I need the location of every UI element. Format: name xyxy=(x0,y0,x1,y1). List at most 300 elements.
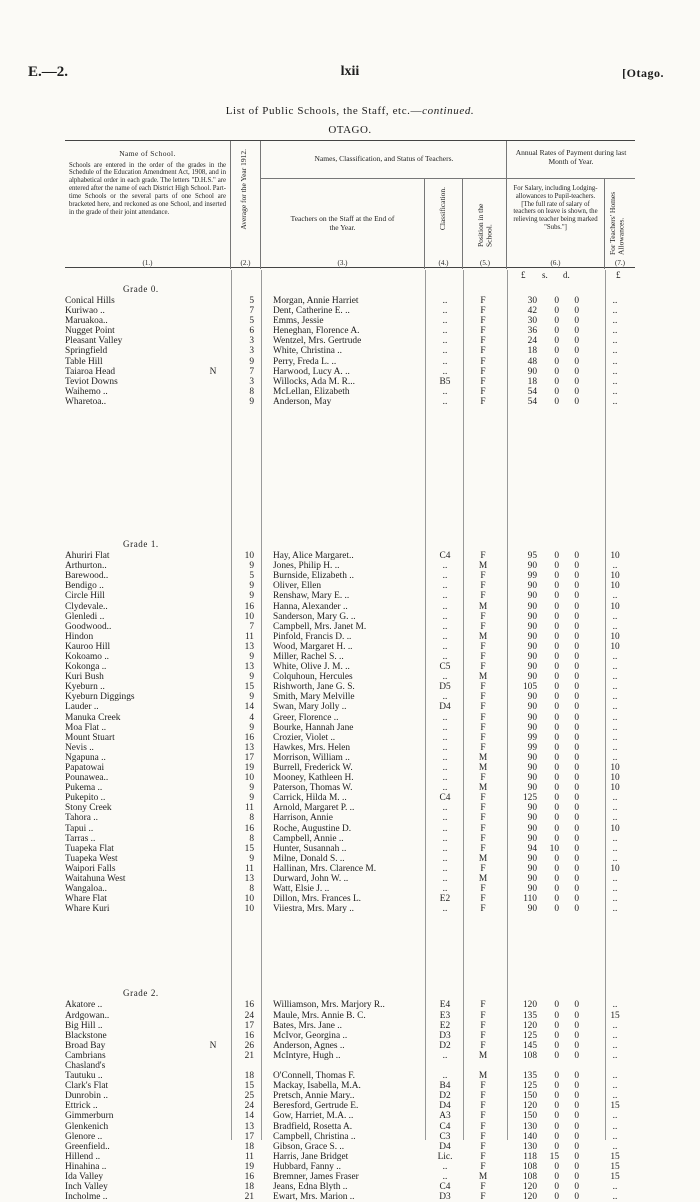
average-attendance: 25 xyxy=(244,1091,254,1102)
classification: .. xyxy=(442,591,448,602)
report-reference: E.—2. xyxy=(28,64,69,80)
table-row xyxy=(65,1192,635,1202)
teacher-name: Burnside, Elizabeth .. xyxy=(273,571,354,582)
classification: .. xyxy=(442,904,448,915)
col-number-2: (2.) xyxy=(240,258,251,267)
salary-pence: 0 xyxy=(574,763,579,773)
average-attendance: 21 xyxy=(244,1192,254,1202)
teacher-name: White, Christina .. xyxy=(273,346,342,357)
salary-pounds: 90 xyxy=(527,874,537,885)
school-name: Tuapeka Flat xyxy=(65,843,114,854)
salary-pence: 0 xyxy=(574,863,579,874)
average-attendance: 14 xyxy=(244,1111,254,1122)
school-mark: N xyxy=(209,1040,217,1051)
position: M xyxy=(478,601,488,612)
col-salary-header xyxy=(507,141,635,269)
table-row xyxy=(65,793,635,803)
salary-pounds: 90 xyxy=(527,662,537,673)
table-row xyxy=(65,357,635,367)
salary-group-title: Annual Rates of Payment during last Month of Year. xyxy=(507,141,635,179)
salary-pence: 0 xyxy=(574,672,579,683)
table-row xyxy=(65,803,635,813)
school-name: Hinahina .. xyxy=(65,1161,107,1172)
salary-shillings: 10 xyxy=(549,843,559,854)
salary-pence: 0 xyxy=(574,752,579,763)
table-row xyxy=(65,773,635,783)
salary-pounds: 24 xyxy=(527,336,537,347)
classification: .. xyxy=(442,672,448,683)
salary-shillings: 0 xyxy=(554,823,559,834)
classification: D2 xyxy=(439,1040,451,1051)
salary-shillings: 0 xyxy=(554,763,559,773)
homes-allowance: .. xyxy=(612,702,618,713)
classification: .. xyxy=(442,601,448,612)
classification: .. xyxy=(442,621,448,632)
average-attendance: 3 xyxy=(249,376,254,387)
table-row xyxy=(65,854,635,864)
salary-pounds: 150 xyxy=(522,1111,537,1122)
salary-pounds: 108 xyxy=(522,1172,537,1182)
classification: .. xyxy=(442,366,448,377)
average-attendance: 7 xyxy=(249,621,254,632)
classification: .. xyxy=(442,752,448,763)
salary-pence: 0 xyxy=(574,326,579,337)
teacher-name: Maule, Mrs. Annie B. C. xyxy=(273,1010,366,1021)
salary-shillings: 0 xyxy=(554,793,559,804)
classification: B5 xyxy=(439,376,451,387)
salary-pounds: 110 xyxy=(523,894,537,905)
salary-pounds: 36 xyxy=(527,326,537,337)
table-row xyxy=(65,1132,635,1142)
position: F xyxy=(480,571,486,582)
teacher-name: Campbell, Christina .. xyxy=(273,1131,356,1142)
classification: C4 xyxy=(439,793,451,804)
average-attendance: 11 xyxy=(244,803,254,814)
table-row xyxy=(65,834,635,844)
salary-pence: 0 xyxy=(574,1101,579,1112)
teacher-name: Durward, John W. .. xyxy=(273,874,349,885)
school-name: Waitahuna West xyxy=(65,874,126,885)
average-attendance: 17 xyxy=(244,1131,254,1142)
title-main: List of Public Schools, the Staff, etc.— xyxy=(225,105,423,117)
region-title: OTAGO. xyxy=(328,124,372,136)
school-name: Springfield xyxy=(65,346,108,357)
salary-shillings: 0 xyxy=(554,894,559,905)
position: M xyxy=(478,874,488,885)
teacher-name: Heneghan, Florence A. xyxy=(273,326,360,337)
average-attendance: 14 xyxy=(244,702,254,713)
homes-allowance: .. xyxy=(612,843,618,854)
average-attendance: 18 xyxy=(244,1182,254,1193)
teacher-name: Beresford, Gertrude E. xyxy=(273,1101,359,1112)
homes-allowance: 10 xyxy=(610,823,620,834)
average-attendance: 13 xyxy=(244,742,254,753)
homes-allowance: 10 xyxy=(610,631,620,642)
salary-pence: 0 xyxy=(574,1030,579,1041)
salary-pounds: 90 xyxy=(527,692,537,703)
teacher-name: McLellan, Elizabeth xyxy=(273,386,350,397)
school-name: Ngapuna .. xyxy=(65,752,106,763)
position: F xyxy=(480,813,486,824)
average-attendance: 11 xyxy=(244,863,254,874)
homes-allowance: .. xyxy=(612,611,618,622)
teacher-name: Pinfold, Francis D. .. xyxy=(273,631,352,642)
salary-pence: 0 xyxy=(574,702,579,713)
salary-shillings: 0 xyxy=(554,1121,559,1132)
homes-allowance: 15 xyxy=(610,1172,620,1182)
position: F xyxy=(480,1000,486,1011)
salary-shillings: 0 xyxy=(554,326,559,337)
classification: .. xyxy=(442,712,448,723)
teacher-name: Wood, Margaret H. .. xyxy=(273,641,353,652)
salary-shillings: 0 xyxy=(554,1192,559,1202)
salary-pounds: 130 xyxy=(522,1141,537,1152)
homes-allowance: .. xyxy=(612,813,618,824)
salary-pence: 0 xyxy=(574,651,579,662)
teacher-name: Wentzel, Mrs. Gertrude xyxy=(273,336,362,347)
salary-pence: 0 xyxy=(574,561,579,572)
salary-pounds: 90 xyxy=(527,621,537,632)
classification: .. xyxy=(442,651,448,662)
school-name: Tuapeka West xyxy=(65,853,118,864)
position: F xyxy=(480,376,486,387)
position: M xyxy=(478,1071,488,1082)
classification: E4 xyxy=(439,1000,451,1011)
homes-allowance: 10 xyxy=(610,551,620,562)
teacher-name: Morgan, Annie Harriet xyxy=(273,296,359,306)
position: F xyxy=(480,1151,486,1162)
position: F xyxy=(480,306,486,317)
salary-pence: 0 xyxy=(574,571,579,582)
homes-allowance: .. xyxy=(612,386,618,397)
salary-pounds: 90 xyxy=(527,863,537,874)
table-row xyxy=(65,1091,635,1101)
classification: .. xyxy=(442,803,448,814)
classification: .. xyxy=(442,571,448,582)
school-name: Pukema .. xyxy=(65,783,103,794)
salary-shillings: 0 xyxy=(554,306,559,317)
school-name: Tahora .. xyxy=(65,813,98,824)
position: F xyxy=(480,1121,486,1132)
teacher-name: White, Olive J. M. .. xyxy=(273,662,350,673)
salary-pounds: 30 xyxy=(527,296,537,306)
teacher-name: Dillon, Mrs. Frances L. xyxy=(273,894,362,905)
average-attendance: 13 xyxy=(244,874,254,885)
salary-pounds: 150 xyxy=(522,1091,537,1102)
homes-allowance: .. xyxy=(612,692,618,703)
classification: .. xyxy=(442,326,448,337)
school-name: Ahuriri Flat xyxy=(65,551,110,562)
teacher-name: Harwood, Lucy A. .. xyxy=(273,366,350,377)
position: F xyxy=(480,833,486,844)
salary-shillings: 0 xyxy=(554,561,559,572)
salary-shillings: 0 xyxy=(554,601,559,612)
position: M xyxy=(478,672,488,683)
salary-pounds: 90 xyxy=(527,823,537,834)
position: F xyxy=(480,863,486,874)
teacher-name: Hay, Alice Margaret.. xyxy=(273,551,354,562)
col-number-1: (1.) xyxy=(142,258,153,267)
homes-allowance: .. xyxy=(612,376,618,387)
position: F xyxy=(480,326,486,337)
average-attendance: 16 xyxy=(244,601,254,612)
table-row xyxy=(65,316,635,326)
position: F xyxy=(480,356,486,367)
salary-shillings: 0 xyxy=(554,874,559,885)
position: F xyxy=(480,1182,486,1193)
table-row xyxy=(65,561,635,571)
salary-shillings: 0 xyxy=(554,296,559,306)
table-row xyxy=(65,733,635,743)
position: F xyxy=(480,316,486,327)
school-name: Bendigo .. xyxy=(65,581,104,592)
school-name: Conical Hills xyxy=(65,296,115,306)
average-attendance: 8 xyxy=(249,884,254,895)
classification: .. xyxy=(442,692,448,703)
salary-pence: 0 xyxy=(574,662,579,673)
average-attendance: 8 xyxy=(249,386,254,397)
grade-heading: Grade 2. xyxy=(123,988,159,999)
salary-pounds: 120 xyxy=(522,1192,537,1202)
salary-pence: 0 xyxy=(574,346,579,357)
school-name: Waipori Falls xyxy=(65,863,116,874)
region-reference: [Otago. xyxy=(622,66,664,80)
position: F xyxy=(480,1161,486,1172)
table-row xyxy=(65,1051,635,1061)
school-name: Whare Flat xyxy=(65,894,107,905)
teacher-name: Smith, Mary Melville xyxy=(273,692,355,703)
salary-pence: 0 xyxy=(574,1040,579,1051)
school-name: Barewood.. xyxy=(65,571,109,582)
homes-allowance: .. xyxy=(612,396,618,407)
unit-shillings: s. xyxy=(542,270,548,280)
salary-pounds: 90 xyxy=(527,611,537,622)
salary-shillings: 0 xyxy=(554,863,559,874)
table-row xyxy=(65,743,635,753)
school-name: Manuka Creek xyxy=(65,712,121,723)
position: M xyxy=(478,561,488,572)
salary-shillings: 0 xyxy=(554,853,559,864)
school-name: Akatore .. xyxy=(65,1000,103,1011)
position: F xyxy=(480,651,486,662)
table-row xyxy=(65,387,635,397)
grade-section xyxy=(65,537,635,914)
grade-section xyxy=(65,282,635,407)
classification: C4 xyxy=(439,551,451,562)
table-row xyxy=(65,397,635,407)
average-attendance: 26 xyxy=(244,1040,254,1051)
col-number-4: (4.) xyxy=(438,258,449,267)
salary-shillings: 0 xyxy=(554,1010,559,1021)
homes-allowance: .. xyxy=(612,682,618,693)
salary-shillings: 0 xyxy=(554,1030,559,1041)
table-row xyxy=(65,1021,635,1031)
salary-pence: 0 xyxy=(574,894,579,905)
salary-pounds: 90 xyxy=(527,591,537,602)
col-teacher-names-header xyxy=(261,179,425,269)
salary-shillings: 0 xyxy=(554,1000,559,1011)
homes-allowance: 15 xyxy=(610,1101,620,1112)
classification: D4 xyxy=(439,1141,451,1152)
position: F xyxy=(480,793,486,804)
classification: E2 xyxy=(439,1020,451,1031)
classification: .. xyxy=(442,813,448,824)
school-name: Blackstone xyxy=(65,1030,107,1041)
teacher-name: Campbell, Annie .. xyxy=(273,833,344,844)
position: F xyxy=(480,1111,486,1122)
salary-shillings: 0 xyxy=(554,833,559,844)
teacher-name: Harris, Jane Bridget xyxy=(273,1151,349,1162)
col-salary-sub-header xyxy=(507,179,605,269)
homes-allowance: .. xyxy=(612,1020,618,1031)
salary-shillings: 0 xyxy=(554,702,559,713)
salary-pounds: 90 xyxy=(527,783,537,794)
table-row xyxy=(65,662,635,672)
col-school-header xyxy=(65,141,231,269)
teacher-name: Pretsch, Annie Mary.. xyxy=(273,1091,355,1102)
teacher-name: McIntyre, Hugh .. xyxy=(273,1050,341,1061)
salary-pence: 0 xyxy=(574,1111,579,1122)
homes-allowance: 10 xyxy=(610,773,620,784)
homes-allowance: .. xyxy=(612,1071,618,1082)
classification: .. xyxy=(442,316,448,327)
position: F xyxy=(480,1030,486,1041)
homes-allowance: .. xyxy=(612,793,618,804)
homes-allowance: .. xyxy=(612,662,618,673)
average-attendance: 9 xyxy=(249,853,254,864)
homes-allowance: .. xyxy=(612,1182,618,1193)
homes-allowance: 15 xyxy=(610,1151,620,1162)
salary-shillings: 0 xyxy=(554,904,559,915)
average-attendance: 19 xyxy=(244,1161,254,1172)
classification: .. xyxy=(442,732,448,743)
average-attendance: 10 xyxy=(244,904,254,915)
salary-pence: 0 xyxy=(574,1091,579,1102)
school-name: Clydevale.. xyxy=(65,601,108,612)
average-attendance: 9 xyxy=(249,581,254,592)
table-row xyxy=(65,1182,635,1192)
average-attendance: 8 xyxy=(249,813,254,824)
school-name: Glenore .. xyxy=(65,1131,103,1142)
average-attendance: 9 xyxy=(249,561,254,572)
salary-pence: 0 xyxy=(574,1121,579,1132)
school-name: Kyeburn .. xyxy=(65,682,105,693)
teacher-name: Bourke, Hannah Jane xyxy=(273,722,354,733)
average-attendance: 15 xyxy=(244,843,254,854)
average-attendance: 9 xyxy=(249,722,254,733)
average-attendance: 10 xyxy=(244,773,254,784)
salary-pence: 0 xyxy=(574,1182,579,1193)
school-name: Goodwood.. xyxy=(65,621,112,632)
table-row xyxy=(65,904,635,914)
average-attendance: 3 xyxy=(249,336,254,347)
position: F xyxy=(480,1081,486,1092)
salary-pence: 0 xyxy=(574,581,579,592)
homes-allowance: .. xyxy=(612,326,618,337)
salary-shillings: 0 xyxy=(554,621,559,632)
school-name: Dunrobin .. xyxy=(65,1091,108,1102)
teacher-name: Harrison, Annie xyxy=(273,813,333,824)
homes-allowance: 10 xyxy=(610,783,620,794)
table-row xyxy=(65,1071,635,1081)
units-row xyxy=(65,270,635,282)
salary-shillings: 0 xyxy=(554,571,559,582)
position: F xyxy=(480,803,486,814)
table-row xyxy=(65,1081,635,1091)
average-attendance: 7 xyxy=(249,366,254,377)
school-name: Broad Bay xyxy=(65,1040,106,1051)
table-row xyxy=(65,723,635,733)
average-attendance: 16 xyxy=(244,1000,254,1011)
page-number: lxii xyxy=(340,64,360,79)
teacher-name: Hawkes, Mrs. Helen xyxy=(273,742,351,753)
average-attendance: 9 xyxy=(249,793,254,804)
homes-allowance: .. xyxy=(612,316,618,327)
homes-allowance: .. xyxy=(612,1141,618,1152)
col-number-3: (3.) xyxy=(337,258,348,267)
average-attendance: 9 xyxy=(249,692,254,703)
salary-sub-title: For Salary, including Lodging-allowances to Pupil-teachers. [The full rate of salary of teachers on leave is shown, the relieving teacher being marked "Subs."] xyxy=(513,185,598,232)
average-attendance: 13 xyxy=(244,662,254,673)
salary-pounds: 120 xyxy=(522,1101,537,1112)
table-row xyxy=(65,894,635,904)
table-row xyxy=(65,306,635,316)
salary-pounds: 90 xyxy=(527,561,537,572)
average-attendance: 10 xyxy=(244,894,254,905)
salary-pounds: 130 xyxy=(522,1121,537,1132)
salary-pounds: 42 xyxy=(527,306,537,317)
col-average-title: Average for the Year 1912. xyxy=(239,149,248,230)
classification: .. xyxy=(442,763,448,773)
position: F xyxy=(480,1020,486,1031)
col-average-header xyxy=(231,141,261,269)
classification: .. xyxy=(442,742,448,753)
salary-pounds: 90 xyxy=(527,702,537,713)
teacher-name: Bremner, James Fraser xyxy=(273,1172,359,1182)
salary-pounds: 90 xyxy=(527,631,537,642)
average-attendance: 9 xyxy=(249,591,254,602)
classification: D5 xyxy=(439,682,451,693)
salary-shillings: 0 xyxy=(554,336,559,347)
position: F xyxy=(480,1040,486,1051)
school-name: Kauroo Hill xyxy=(65,641,111,652)
salary-pence: 0 xyxy=(574,376,579,387)
school-name: Glenledi .. xyxy=(65,611,105,622)
classification: .. xyxy=(442,783,448,794)
position: F xyxy=(480,732,486,743)
school-name: Pleasant Valley xyxy=(65,336,123,347)
table-row xyxy=(65,884,635,894)
position: F xyxy=(480,1010,486,1021)
position: F xyxy=(480,396,486,407)
teacher-name: Colquhoun, Hercules xyxy=(273,672,353,683)
position: F xyxy=(480,1131,486,1142)
homes-allowance: 10 xyxy=(610,763,620,773)
table-row xyxy=(65,844,635,854)
salary-pence: 0 xyxy=(574,803,579,814)
school-name: Tapui .. xyxy=(65,823,94,834)
position: F xyxy=(480,742,486,753)
teacher-name: Hanna, Alexander .. xyxy=(273,601,348,612)
salary-pence: 0 xyxy=(574,366,579,377)
average-attendance: 5 xyxy=(249,296,254,306)
homes-allowance: 10 xyxy=(610,863,620,874)
teacher-name: Gow, Harriet, M.A. .. xyxy=(273,1111,354,1122)
table-row xyxy=(65,1142,635,1152)
position: F xyxy=(480,366,486,377)
school-name: Papatowai xyxy=(65,763,105,773)
position: F xyxy=(480,823,486,834)
